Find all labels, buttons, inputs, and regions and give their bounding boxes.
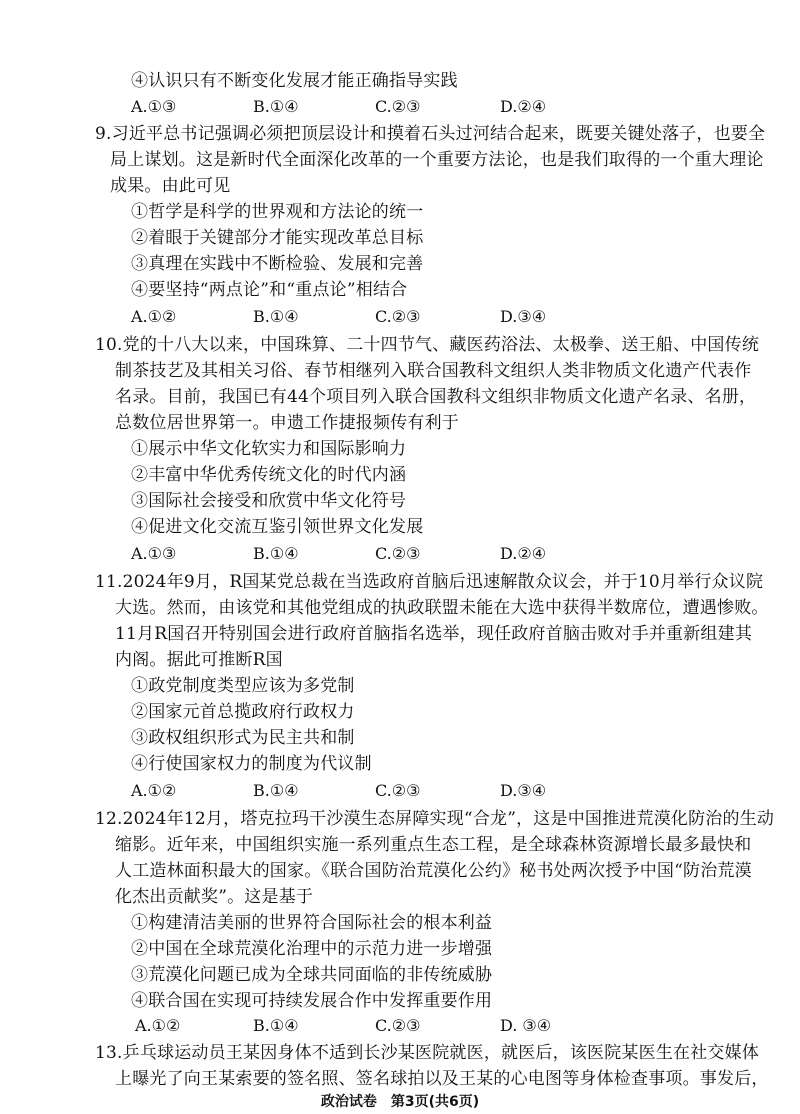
q9-item-4: ④要坚持“两点论”和“重点论”相结合 [131, 280, 408, 300]
q11-item-3: ③政权组织形式为民主共和制 [131, 728, 355, 748]
q12-item-2: ②中国在全球荒漠化治理中的示范力进一步增强 [131, 939, 493, 959]
q10-option-d: D.②④ [500, 544, 547, 563]
q11-stem-line-1: 11.2024年9月，R国某党总裁在当选政府首脑后迅速解散众议会，并于10月举行众议院 [95, 572, 764, 592]
q11-item-4: ④行使国家权力的制度为代议制 [131, 754, 372, 774]
q13-stem-line-1: 13.乒乓球运动员王某因身体不适到长沙某医院就医，就医后，该医院某医生在社交媒体 [95, 1043, 760, 1063]
q11-option-a: A.①② [131, 781, 177, 800]
q12-option-d: D. ③④ [500, 1016, 552, 1035]
q10-stem-line-4: 总数位居世界第一。申遗工作捷报频传有利于 [115, 413, 459, 433]
q12-option-c: C.②③ [375, 1016, 421, 1035]
q8-option-b: B.①④ [253, 97, 299, 116]
q12-option-a: A.①② [135, 1016, 181, 1035]
q9-option-b: B.①④ [253, 307, 299, 326]
q9-item-2: ②着眼于关键部分才能实现改革总目标 [131, 228, 424, 248]
q11-stem-line-3: 11月R国召开特别国会进行政府首脑指名选举，现任政府首脑击败对手并重新组建其 [115, 624, 753, 644]
q10-stem-line-1: 10.党的十八大以来，中国珠算、二十四节气、藏医药浴法、太极拳、送王船、中国传统 [95, 335, 760, 355]
q12-option-b: B.①④ [253, 1016, 299, 1035]
q10-item-1: ①展示中华文化软实力和国际影响力 [131, 439, 407, 459]
q12-item-3: ③荒漠化问题已成为全球共同面临的非传统威胁 [131, 965, 493, 985]
q12-stem-line-3: 人工造林面积最大的国家。《联合国防治荒漠化公约》秘书处两次授予中国“防治荒漠 [115, 861, 752, 881]
q11-item-1: ①政党制度类型应该为多党制 [131, 676, 355, 696]
q9-option-c: C.②③ [375, 307, 421, 326]
q9-option-a: A.①② [131, 307, 177, 326]
q10-item-2: ②丰富中华优秀传统文化的时代内涵 [131, 465, 407, 485]
q10-option-b: B.①④ [253, 544, 299, 563]
q11-option-c: C.②③ [375, 781, 421, 800]
q10-stem-line-2: 制茶技艺及其相关习俗、春节相继列入联合国教科文组织人类非物质文化遗产代表作 [115, 361, 752, 381]
q8-option-c: C.②③ [375, 97, 421, 116]
q9-stem-line-2: 局上谋划。这是新时代全面深化改革的一个重要方法论，也是我们取得的一个重大理论 [110, 150, 764, 170]
q12-stem-line-4: 化杰出贡献奖”。这是基于 [115, 887, 314, 907]
q10-option-c: C.②③ [375, 544, 421, 563]
q10-stem-line-3: 名录。目前，我国已有44个项目列入联合国教科文组织非物质文化遗产名录、名册， [115, 387, 757, 407]
q10-item-4: ④促进文化交流互鉴引领世界文化发展 [131, 517, 424, 537]
q9-option-d: D.③④ [500, 307, 547, 326]
q11-stem-line-2: 大选。然而，由该党和其他党组成的执政联盟未能在大选中获得半数席位，遭遇惨败。 [115, 598, 769, 618]
q8-option-a: A.①③ [131, 97, 177, 116]
page-footer: 政治试卷 第3页(共6页) [320, 1094, 480, 1110]
q13-stem-line-2: 上曝光了向王某索要的签名照、签名球拍以及王某的心电图等身体检查事项。事发后， [115, 1069, 769, 1089]
q8-item-4: ④认识只有不断变化发展才能正确指导实践 [131, 71, 458, 91]
q9-item-1: ①哲学是科学的世界观和方法论的统一 [131, 202, 424, 222]
q10-item-3: ③国际社会接受和欣赏中华文化符号 [131, 491, 407, 511]
q11-item-2: ②国家元首总揽政府行政权力 [131, 702, 355, 722]
q12-stem-line-1: 12.2024年12月，塔克拉玛干沙漠生态屏障实现“合龙”，这是中国推进荒漠化防治的生动 [95, 809, 775, 829]
q9-stem-line-3: 成果。由此可见 [110, 176, 231, 196]
q11-option-b: B.①④ [253, 781, 299, 800]
q8-option-d: D.②④ [500, 97, 547, 116]
q12-item-4: ④联合国在实现可持续发展合作中发挥重要作用 [131, 991, 493, 1011]
q9-item-3: ③真理在实践中不断检验、发展和完善 [131, 254, 424, 274]
q12-stem-line-2: 缩影。近年来，中国组织实施一系列重点生态工程，是全球森林资源增长最多最快和 [115, 835, 752, 855]
q11-stem-line-4: 内阁。据此可推断R国 [115, 650, 283, 670]
q10-option-a: A.①③ [131, 544, 177, 563]
q11-option-d: D.③④ [500, 781, 547, 800]
q9-stem-line-1: 9.习近平总书记强调必须把顶层设计和摸着石头过河结合起来，既要关键处落子，也要全 [95, 124, 766, 144]
q12-item-1: ①构建清洁美丽的世界符合国际社会的根本利益 [131, 913, 493, 933]
